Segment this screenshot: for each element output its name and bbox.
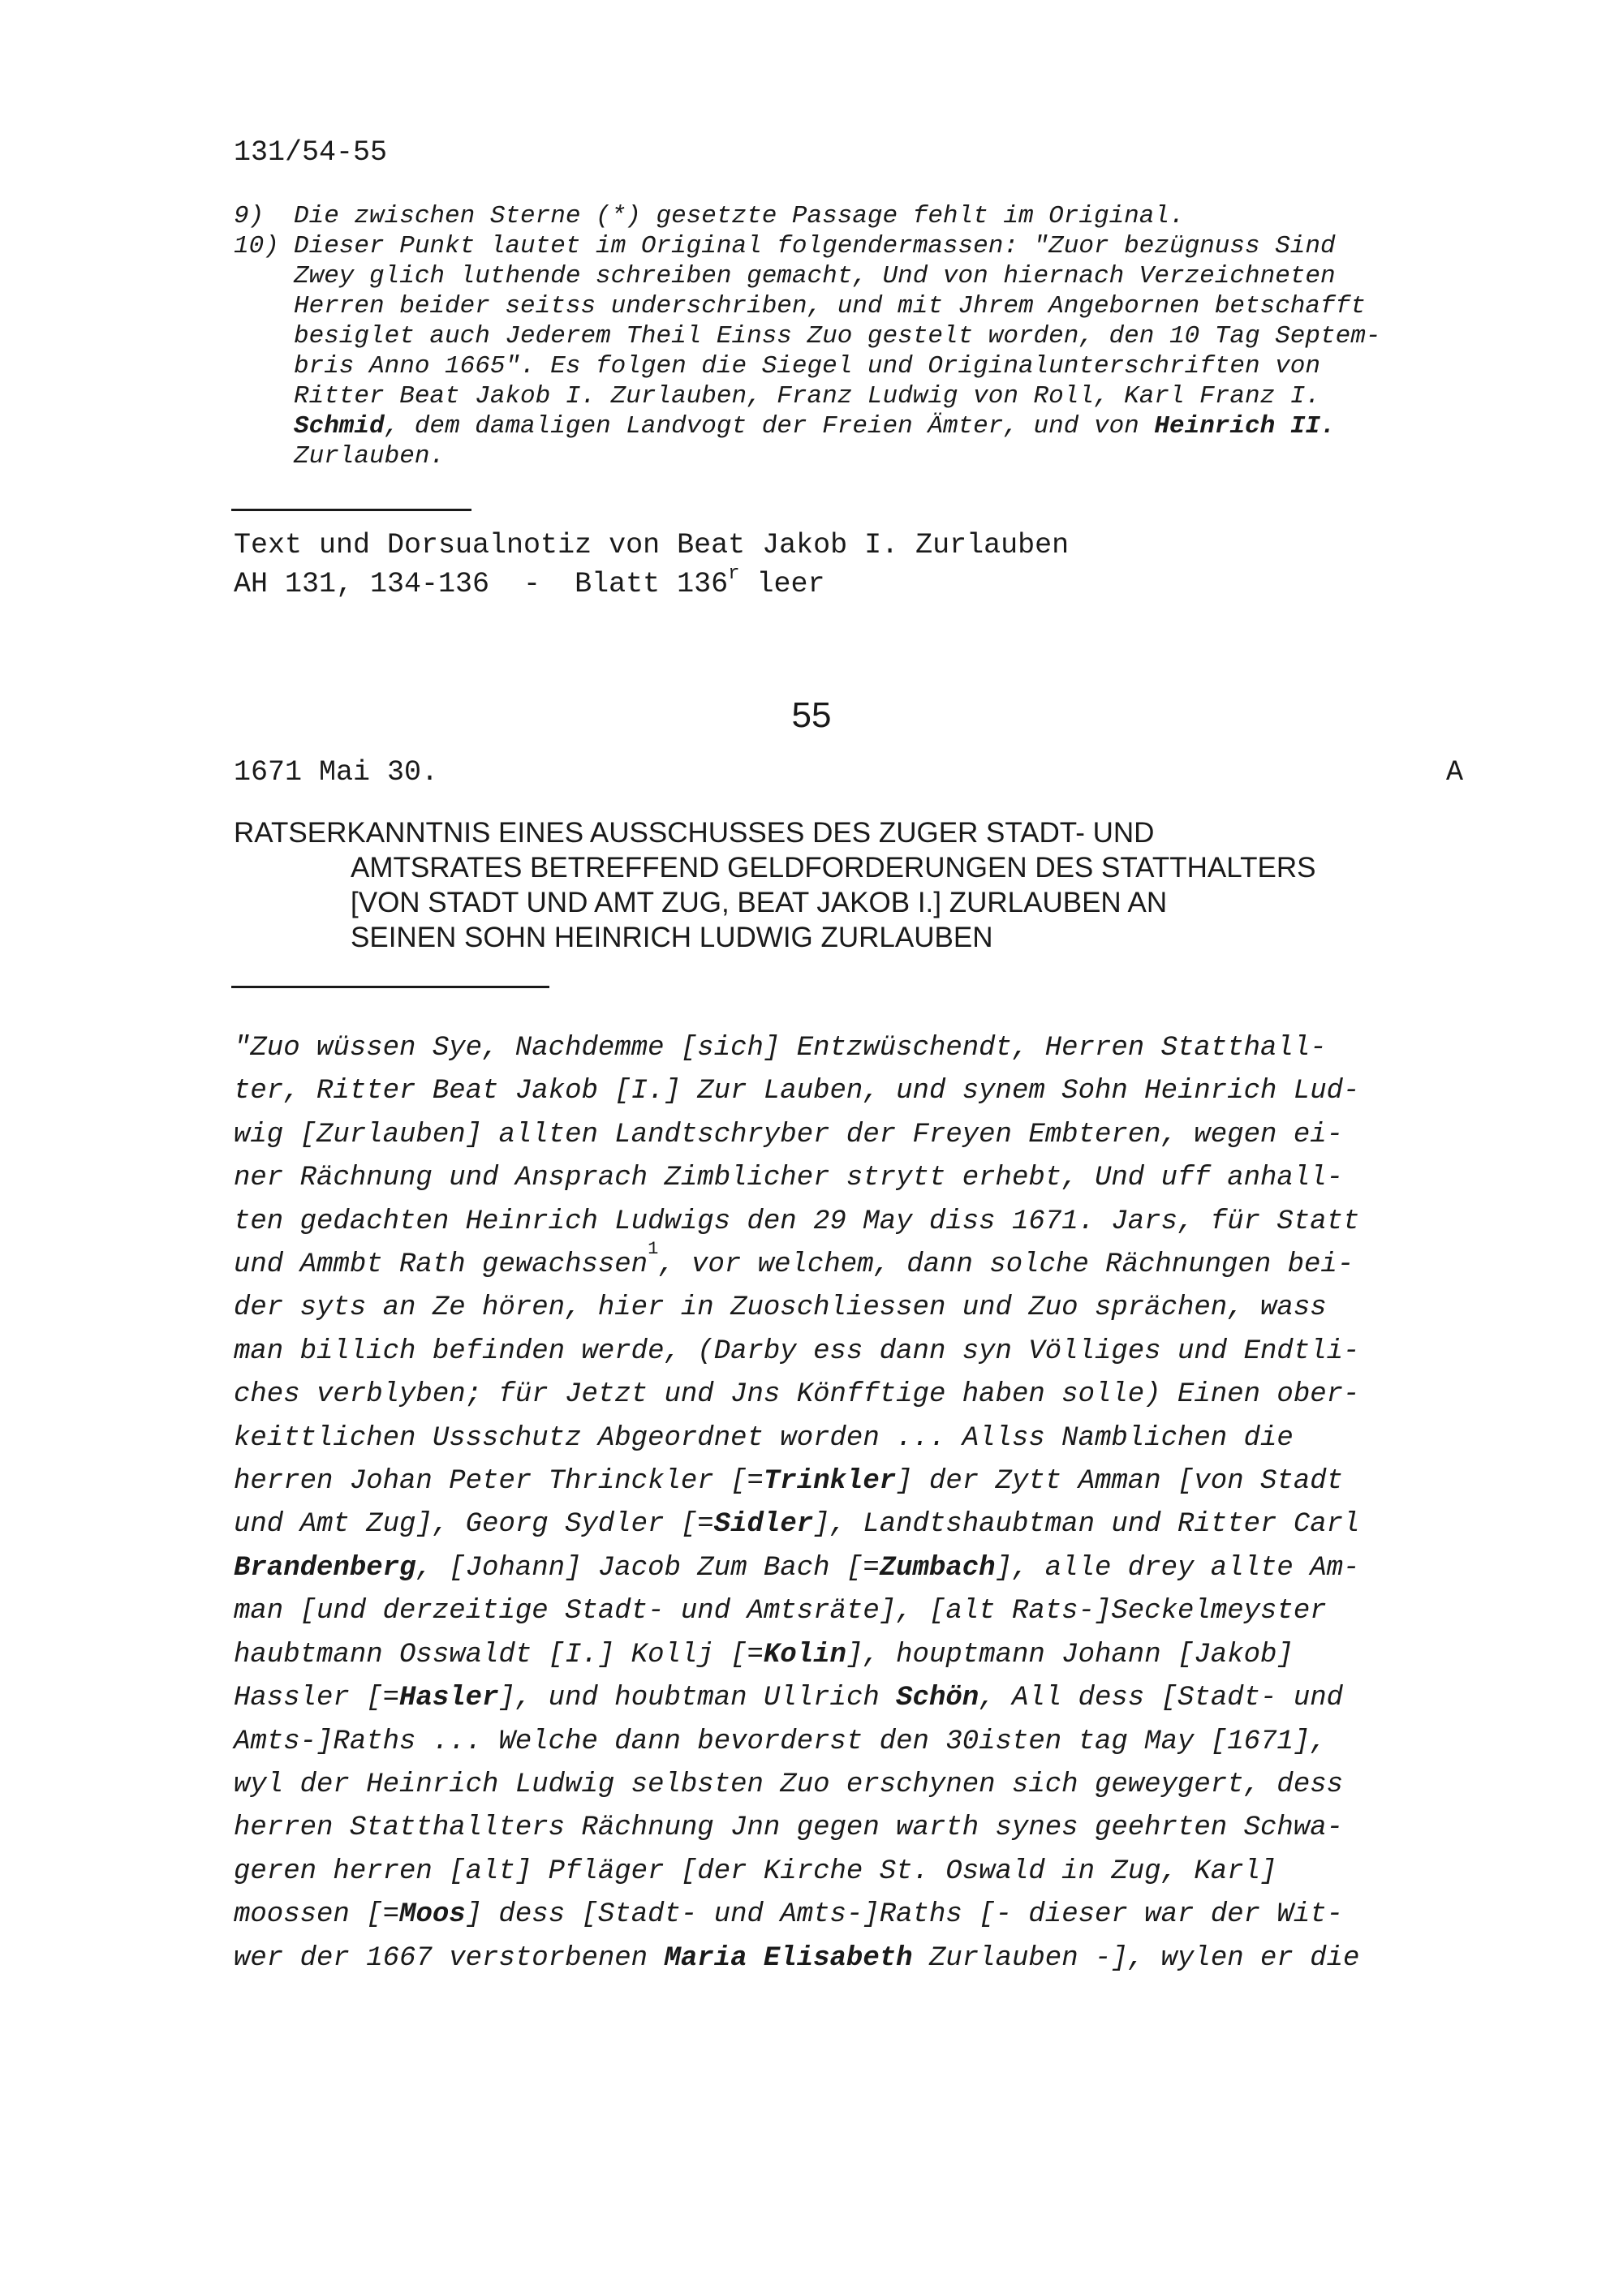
text-line [234,1807,1500,1850]
bold-name: Heinrich II. [1154,412,1336,441]
text-run: ] der Zytt Amman [von Stadt [896,1466,1344,1498]
bold-name: Schmid [294,412,385,441]
footnote-marker: 1 [648,1239,659,1260]
text-run: herren Statthallters Rächnung Jnn gegen warth synes geehrten Schwa- [234,1812,1344,1844]
text-run: ] dess [Stadt- und Amts-]Raths [- dieser war der Wit- [465,1899,1344,1931]
text-run: ner Rächnung und Ansprach Zimblicher strytt erhebt, Und uff anhall- [234,1163,1344,1194]
text-run: Die zwischen Sterne (*) gesetzte Passage fehlt im Original. [294,202,1185,230]
text-line [294,201,1500,231]
text-run: , [Johann] Jacob Zum Bach [= [415,1552,880,1584]
document-date: 1671 Mai 30. [234,756,439,789]
text-run: ], und houbtman Ullrich [498,1683,897,1714]
text-run: ], alle drey allte Am- [995,1552,1360,1584]
text-line [294,441,1500,471]
text-line [294,381,1500,411]
bold-name: Kolin [763,1639,846,1670]
text-line [234,1417,1500,1460]
footnote-text [294,231,1500,471]
text-line [234,1114,1500,1157]
bold-name: Moos [399,1899,466,1931]
text-run: Amts-]Raths ... Welche dann bevorderst den 30isten tag May [1671], [234,1726,1327,1757]
text-run: "Zuo wüssen Sye, Nachdemme [sich] Entzwüschendt, Herren Statthall- [234,1033,1327,1064]
document-number: 55 [791,695,832,735]
text-run: wyl der Heinrich Ludwig selbsten Zuo erschynen sich geweygert, dess [234,1769,1344,1800]
bold-name: Sidler [713,1509,814,1541]
text-run: ten gedachten Heinrich Ludwigs den 29 May diss 1671. Jars, für Statt [234,1206,1360,1237]
text-run: Dieser Punkt lautet im Original folgendermassen: "Zuor bezügnuss Sind [294,232,1336,260]
heading-divider [231,986,549,988]
text-line [234,1894,1500,1937]
footnote-9 [234,201,1500,231]
text-line [234,1070,1500,1113]
text-line [234,1374,1500,1417]
text-line [294,291,1500,321]
document-heading [234,815,1500,955]
bold-name: Hasler [399,1683,499,1714]
text-line [234,1937,1500,1980]
bold-name: Brandenberg [234,1552,416,1584]
text-line [294,411,1500,441]
source-note: Text und Dorsualnotiz von Beat Jakob I. Zurlauben [234,529,1070,561]
text-line [234,1547,1500,1590]
text-line [234,1677,1500,1720]
heading-line: AMTSRATES BETREFFEND GELDFORDERUNGEN DES STATTHALTERS [351,852,1316,884]
page-reference: 131/54-55 [234,136,388,169]
text-run: der syts an Ze hören, hier in Zuoschliessen und Zuo sprächen, wass [234,1292,1327,1324]
text-run: , vor welchem, dann solche Rächnungen bei- [658,1249,1354,1281]
text-line [234,1287,1500,1330]
text-line [234,1460,1500,1503]
document-letter: A [1446,756,1464,789]
text-line [234,1721,1500,1764]
text-run: wer der 1667 verstorbenen [234,1942,665,1974]
text-run: ter, Ritter Beat Jakob [I.] Zur Lauben, und synem Sohn Heinrich Lud- [234,1076,1360,1107]
text-run: man billich befinden werde, (Darby ess dann syn Völliges und Endtli- [234,1335,1360,1367]
text-line [294,231,1500,261]
text-line [234,1503,1500,1546]
text-line [234,1590,1500,1633]
text-run: ], Landtshaubtman und Ritter Carl [813,1509,1360,1541]
footnote-divider [231,509,471,511]
text-line [234,1331,1500,1374]
text-run: bris Anno 1665". Es folgen die Siegel und Originalunterschriften von [294,352,1321,381]
text-run: Ritter Beat Jakob I. Zurlauben, Franz Ludwig von Roll, Karl Franz I. [294,382,1321,411]
heading-line: SEINEN SOHN HEINRICH LUDWIG ZURLAUBEN [351,922,993,953]
text-run: ], houptmann Johann [Jakob] [846,1639,1294,1670]
bold-name: Maria Elisabeth [664,1942,913,1974]
text-run: Zurlauben. [294,442,446,471]
document-body-text [234,1027,1500,1980]
text-run: besiglet auch Jederem Theil Einss Zuo gestelt worden, den 10 Tag Septem- [294,322,1381,350]
archive-ref-text: AH 131, 134-136 - Blatt 136 [234,568,729,600]
text-run: und Ammbt Rath gewachssen [234,1249,648,1281]
text-run: keittlichen Ussschutz Abgeordnet worden ... Allss Namblichen die [234,1422,1294,1454]
text-line [234,1764,1500,1807]
archive-ref-superscript: r [728,563,740,585]
source-archive-reference [234,563,825,600]
text-run: Zurlauben -], wylen er die [912,1942,1360,1974]
footnote-text [294,201,1500,231]
footnote-number: 10) [234,232,279,260]
text-run: Hassler [= [234,1683,400,1714]
text-run: herren Johan Peter Thrinckler [= [234,1466,764,1498]
text-run: geren herren [alt] Pfläger [der Kirche St. Oswald in Zug, Karl] [234,1855,1277,1887]
text-line [294,351,1500,381]
bold-name: Zumbach [879,1552,996,1584]
text-line [234,1239,1500,1287]
text-run: Zwey glich luthende schreiben gemacht, Und von hiernach Verzeichneten [294,262,1336,290]
text-run: und Amt Zug], Georg Sydler [= [234,1509,714,1541]
text-run: moossen [= [234,1899,400,1931]
text-line [234,1851,1500,1894]
bold-name: Schön [896,1683,979,1714]
text-line [294,321,1500,351]
text-run: , All dess [Stadt- und [979,1683,1344,1714]
text-line [234,1634,1500,1677]
text-line [234,1027,1500,1070]
text-run: wig [Zurlauben] allten Landtschryber der Freyen Embteren, wegen ei- [234,1119,1344,1150]
text-run: ches verblyben; für Jetzt und Jns Könfftige haben solle) Einen ober- [234,1379,1360,1411]
heading-line: RATSERKANNTNIS EINES AUSSCHUSSES DES ZUGER STADT- UND [234,817,1155,849]
text-line [234,1157,1500,1200]
bold-name: Trinkler [763,1466,897,1498]
text-run: , dem damaligen Landvogt der Freien Ämter, und von [384,412,1155,441]
heading-line: [VON STADT UND AMT ZUG, BEAT JAKOB I.] ZURLAUBEN AN [351,887,1168,918]
archive-ref-suffix: leer [739,568,825,600]
text-run: Herren beider seitss underschriben, und mit Jhrem Angebornen betschafft [294,292,1366,320]
text-run: haubtmann Osswaldt [I.] Kollj [= [234,1639,764,1670]
text-line [294,261,1500,291]
text-line [234,1201,1500,1244]
footnote-number: 9) [234,202,265,230]
footnote-10 [234,231,1500,471]
text-run: man [und derzeitige Stadt- und Amtsräte], [alt Rats-]Seckelmeyster [234,1596,1327,1627]
